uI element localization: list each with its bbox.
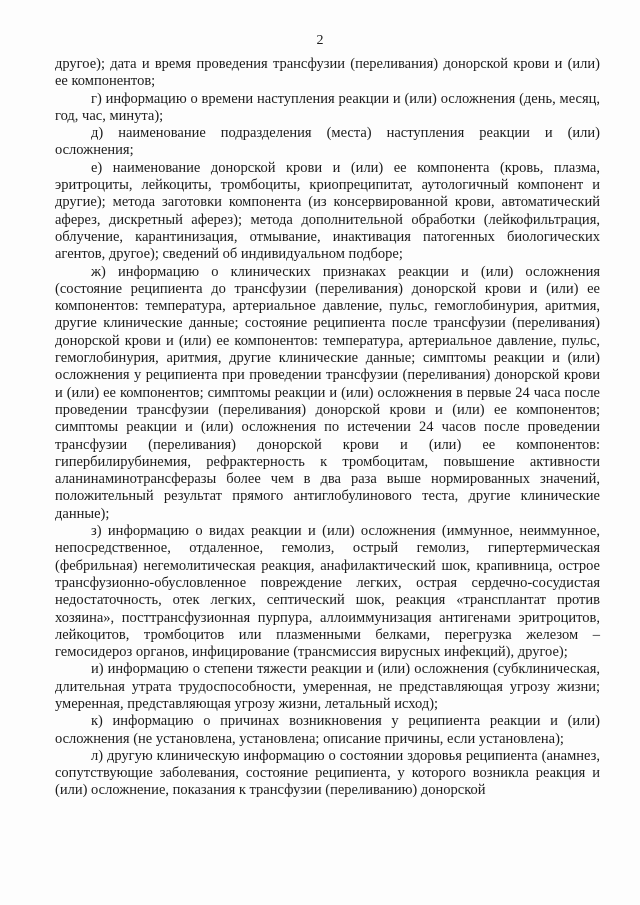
- paragraph-k-causes: к) информацию о причинах возникновения у реципиента реакции и (или) осложнения (не установлена, установлена; описание причины, если установлена);: [55, 713, 600, 747]
- paragraph-g-reaction-time: г) информацию о времени наступления реакции и (или) осложнения (день, месяц, год, час, минута);: [55, 90, 600, 124]
- paragraph-d-department: д) наименование подразделения (места) наступления реакции и (или) осложнения;: [55, 125, 600, 159]
- paragraph-continuation: другое); дата и время проведения трансфузии (переливания) донорской крови и (или) ее компонентов;: [55, 56, 600, 90]
- paragraph-z-reaction-types: з) информацию о видах реакции и (или) осложнения (иммунное, неиммунное, непосредственное, отдаленное, гемолиз, острый гемолиз, гипертермическая (фебрильная) негемолитическая реакция, анафилактический шок, крапивница, острое трансфузионно-обусловленное повреждение легких, острая сердечно-сосудистая недостаточность, отек легких, септический шок, реакция «трансплантат против хозяина», посттрансфузионная пурпура, аллоиммунизация антигенами эритроцитов, лейкоцитов, тромбоцитов или плазменными белками, перегрузка железом – гемосидероз органов, инфицирование (трансмиссия вирусных инфекций), другое);: [55, 523, 600, 661]
- paragraph-e-blood-component: е) наименование донорской крови и (или) ее компонента (кровь, плазма, эритроциты, лейкоциты, тромбоциты, криопреципитат, аутологичный компонент и другие); метода заготовки компонента (из консервированной крови, автоматический аферез, дискретный аферез); метода дополнительной обработки (лейкофильтрация, облучение, карантинизация, отмывание, инактивация патогенных биологических агентов, другое); сведений об индивидуальном подборе;: [55, 159, 600, 263]
- document-body: [55, 56, 600, 800]
- paragraph-i-severity: и) информацию о степени тяжести реакции и (или) осложнения (субклиническая, длительная утрата трудоспособности, умеренная, не представляющая угрозу жизни; умеренная, представляющая угрозу жизни, летальный исход);: [55, 661, 600, 712]
- page-number: 2: [316, 33, 324, 48]
- paragraph-zh-clinical-signs: ж) информацию о клинических признаках реакции и (или) осложнения (состояние реципиента до трансфузии (переливания) донорской крови и (или) ее компонентов: температура, артериальное давление, пульс, гемоглобинурия, аритмия, другие клинические данные; состояние реципиента после трансфузии (переливания) донорской крови и (или) ее компонентов: температура, артериальное давление, пульс, гемоглобинурия, аритмия, другие клинические данные; симптомы реакции и (или) осложнения у реципиента при проведении трансфузии (переливания) донорской крови и (или) ее компонентов; симптомы реакции и (или) осложнения в первые 24 часа после проведении трансфузии (переливания) донорской крови и (или) ее компонентов; симптомы реакции и (или) осложнения по истечении 24 часов после проведении трансфузии (переливания) донорской крови и (или) ее компонентов: гипербилирубинемия, рефрактерность к тромбоцитам, повышение активности аланинаминотрансферазы более чем в два раза выше нормированных значений, положительный результат прямого антиглобулинового теста, другие клинические данные);: [55, 263, 600, 522]
- paragraph-l-other-info: л) другую клиническую информацию о состоянии здоровья реципиента (анамнез, сопутствующие заболевания, состояние реципиента, у которого возникла реакция и (или) осложнение, показания к трансфузии (переливанию) донорской: [55, 747, 600, 799]
